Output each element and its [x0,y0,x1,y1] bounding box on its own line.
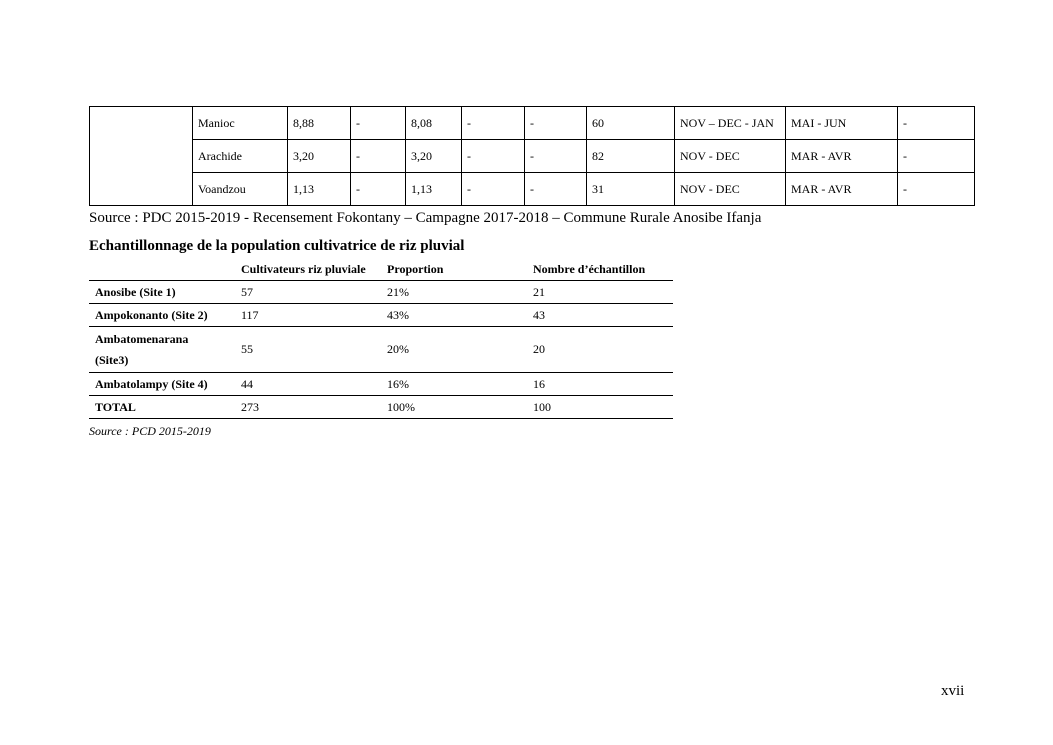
echantillon-cell: 20 [533,327,673,373]
proportion-cell: 100% [387,396,533,419]
site-name-line2: (Site3) [95,352,129,367]
table-cell: 82 [587,140,675,173]
table-row [90,140,975,173]
table-cell: - [351,107,406,140]
sampling-table [89,259,673,419]
echantillon-cell: 21 [533,281,673,304]
table-row [89,281,673,304]
table-cell: 8,08 [406,107,462,140]
site-name-cell: Anosibe (Site 1) [89,281,241,304]
table-cell: - [462,173,525,206]
total-label-cell: TOTAL [89,396,241,419]
cultivateurs-cell: 57 [241,281,387,304]
sampling-section-title: Echantillonnage de la population cultivatrice de riz pluvial [89,238,465,254]
table-cell: - [351,173,406,206]
table-cell: - [898,140,975,173]
echantillon-cell: 100 [533,396,673,419]
table-cell: - [525,140,587,173]
column-header [89,259,241,281]
table-cell: MAR - AVR [786,173,898,206]
table-header-row [89,259,673,281]
echantillon-cell: 43 [533,304,673,327]
table-cell: NOV – DEC - JAN [675,107,786,140]
table-cell: - [351,140,406,173]
cultivateurs-cell: 55 [241,327,387,373]
cultivateurs-cell: 117 [241,304,387,327]
table-cell: MAR - AVR [786,140,898,173]
site-name-cell [89,327,241,373]
table-row [90,173,975,206]
table-cell: - [462,140,525,173]
crop-table [89,106,975,206]
table-row-total [89,396,673,419]
table-cell: 60 [587,107,675,140]
table-row [89,304,673,327]
table-cell: NOV - DEC [675,173,786,206]
page-number: xvii [941,683,965,699]
cultivateurs-cell: 273 [241,396,387,419]
crop-name-cell: Manioc [193,107,288,140]
proportion-cell: 20% [387,327,533,373]
proportion-cell: 16% [387,373,533,396]
proportion-cell: 43% [387,304,533,327]
table-cell: 8,88 [288,107,351,140]
table-cell: - [898,173,975,206]
sampling-table-source: Source : PCD 2015-2019 [89,424,211,438]
table-cell: - [462,107,525,140]
table-cell: 1,13 [288,173,351,206]
table-cell: - [525,173,587,206]
table-cell: 31 [587,173,675,206]
cultivateurs-cell: 44 [241,373,387,396]
column-header-proportion: Proportion [387,259,533,281]
table-row [89,327,673,373]
table-cell: 3,20 [406,140,462,173]
table-cell: 3,20 [288,140,351,173]
table-cell: - [525,107,587,140]
column-header-cultivateurs: Cultivateurs riz pluviale [241,259,387,281]
table-row [90,107,975,140]
crop-name-cell: Voandzou [193,173,288,206]
site-name-line1: Ambatomenarana [95,331,189,346]
table-row [89,373,673,396]
crop-name-cell: Arachide [193,140,288,173]
echantillon-cell: 16 [533,373,673,396]
table-cell: NOV - DEC [675,140,786,173]
proportion-cell: 21% [387,281,533,304]
merged-category-cell [90,107,193,206]
table-cell: MAI - JUN [786,107,898,140]
column-header-echantillon: Nombre d’échantillon [533,259,673,281]
table-cell: - [898,107,975,140]
site-name-cell: Ampokonanto (Site 2) [89,304,241,327]
site-name-cell: Ambatolampy (Site 4) [89,373,241,396]
crop-table-source: Source : PDC 2015-2019 - Recensement Fokontany – Campagne 2017-2018 – Commune Rurale Anosibe Ifanja [89,210,762,226]
table-cell: 1,13 [406,173,462,206]
